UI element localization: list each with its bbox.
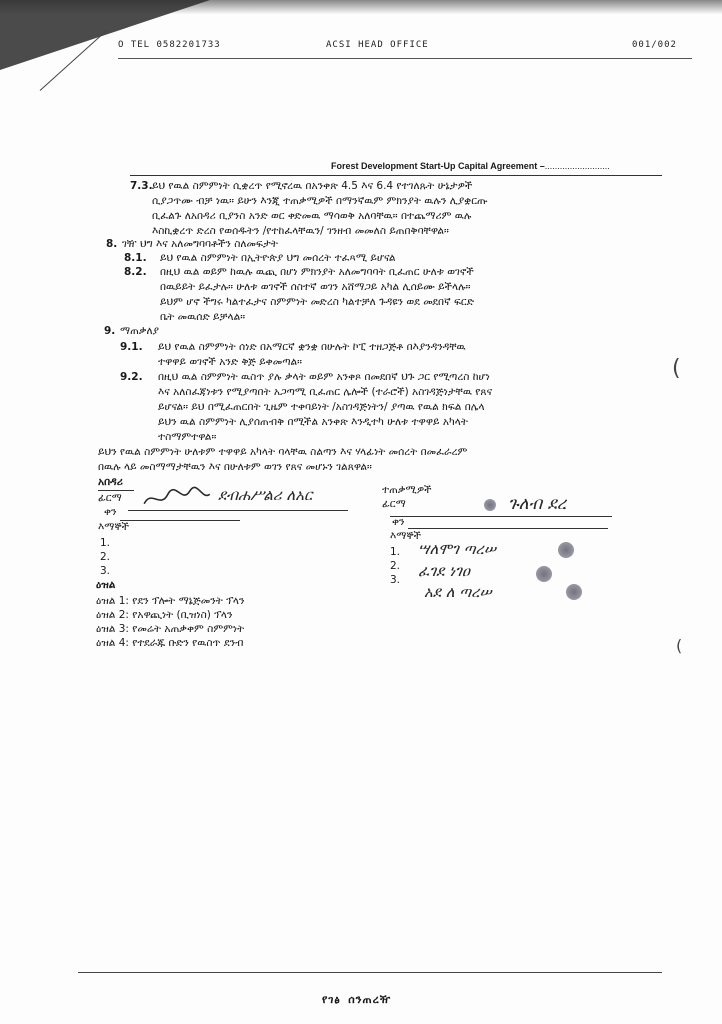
- lender-heading-underline: [98, 490, 134, 491]
- clause-line: ተስማምተዋል።: [158, 431, 217, 443]
- beneficiary-witness-num: 1.: [390, 546, 401, 558]
- annex-heading: ዕዝል: [96, 579, 116, 591]
- thumbprint-icon: [484, 499, 496, 511]
- beneficiary-sign-line: [390, 516, 612, 517]
- witness-handwriting: አደ ለ ጣረሠ: [424, 583, 492, 601]
- annex-item: ዕዝል 3: የመሬት አጠቃቀም ስምምነት: [96, 623, 245, 635]
- lender-witness-num: 1.: [100, 537, 111, 549]
- signature-scribble-icon: [141, 484, 212, 510]
- clause-line: ይህም ሆኖ ችግሩ ካልተፈታና ስምምነት መድረስ ካልተቻለ ጉዳዩን ወደ መደበኛ ፍርድ: [160, 296, 474, 308]
- lender-name-handwriting: ደብሐሥልሪ ለአር: [218, 486, 313, 504]
- lender-witness-num: 2.: [100, 551, 111, 563]
- clause-num: 8.2.: [124, 266, 147, 278]
- clause-line: ተዋዋይ ወገኖች አንድ ቅጅ ይቀመጣል።: [158, 356, 303, 368]
- closing-line: በዉሉ ላይ መስማማታቸዉን እና በሁለቱም ወገን የጸና መሆኑን ገልጸዋል።: [98, 461, 372, 473]
- beneficiary-witness-heading: እማኞች: [390, 530, 422, 542]
- title-rule: [130, 175, 662, 176]
- clause-line: በዚህ ዉል ወይም ከዉሉ ዉጪ በሆነ ምክንያት አለመግባባት ቢፈጠር ሁለቱ ወገኖች: [160, 266, 474, 278]
- clause-line: ቢፈልጉ ለአበዳሪ ቢያንስ አንድ ወር ቀድመዉ ማሳወቅ አለባቸዉ። በተጨማሪም ዉሉ: [152, 210, 472, 222]
- lender-witness-num: 3.: [100, 565, 111, 577]
- footer-rule: [78, 972, 662, 973]
- witness-handwriting: ፈገደ ነገዐ: [418, 562, 470, 580]
- lender-witness-heading: እማኞች: [98, 521, 130, 533]
- fax-header-rule: [118, 58, 692, 59]
- lender-sign-line: [128, 510, 348, 511]
- beneficiary-date-label: ቀን: [392, 516, 405, 528]
- clause-line: ቤት መዉሰድ ይቻላል።: [160, 311, 246, 323]
- clause-num: 7.3.: [130, 180, 153, 192]
- clause-line: ይህ የዉል ስምምነት በኢትዮጵያ ህግ መሰረት ተፈጻሚ ይሆናል: [160, 252, 396, 264]
- thumbprint-icon: [558, 542, 574, 558]
- clause-line: ይህ የዉል ስምምነት ሲቋረጥ የሚኖረዉ በአንቀጽ 4.5 እና 6.4 የተገለጹት ሁኔታዎች: [152, 180, 473, 192]
- clause-line: እና አለስፈጃነቱን የሚያጣበት አጋጣሚ ቢፈጠር ሌሎች (ተራሮች) አስገዳጅነታቸዉ የጸና: [158, 386, 493, 398]
- clause-line: በዚህ ዉል ስምምነት ዉስጥ ያሉ ቃላት ወይም አንቀጾ በመደበኛ ህጉ ጋር የሚጣረስ ከሆነ: [158, 371, 490, 383]
- clause-line: በዉይይት ይፈታሉ። ሁለቱ ወገኖች ሰስተኛ ወገን አሸማጋይ አካል ሊሰይሙ ይችላሉ።: [160, 281, 471, 293]
- footer-page-mark: የገፅ ሰንጠረዥ: [322, 993, 392, 1006]
- lender-date-line: [120, 520, 240, 521]
- clause-line: ይሆናል። ይህ በሚፈጠርበት ጊዜም ተቀባይነት /አስገዳጅነትን/ ያጣዉ የዉል ክፍል በሌላ: [158, 401, 485, 413]
- lender-heading: አበዳሪ: [98, 476, 123, 488]
- beneficiary-sign-label: ፊርማ: [382, 498, 406, 510]
- fax-office: ACSI HEAD OFFICE: [326, 40, 429, 50]
- lender-sign-label: ፊርማ: [98, 492, 122, 504]
- annex-item: ዕዝል 1: የደን ፕሎት ማኔጅመንት ፕላን: [96, 595, 245, 607]
- beneficiary-date-line: [408, 528, 608, 529]
- annex-item: ዕዝል 2: የአዋጪነት (ቢዝነስ) ፕላን: [96, 609, 233, 621]
- document-title: Forest Development Start-Up Capital Agreement –..........................: [331, 161, 610, 171]
- clause-num: 9.: [104, 325, 116, 337]
- annex-item: ዕዝል 4: የተደራጁ ቡድን የዉስጥ ደንብ: [96, 637, 244, 649]
- beneficiary-heading: ተጠቃሚዎች: [382, 484, 432, 496]
- margin-bracket-mark: (: [676, 636, 683, 655]
- scan-shadow-corner: [0, 0, 210, 70]
- clause-line: ይህን ዉል ስምምነት ሊያሰጠብቅ በሚችል አንቀጽ እንዲተካ ሁለቱ ተዋዋይ አካላት: [158, 416, 468, 428]
- clause-heading: ገዥ ህግ እና አለመግባባቶችን ስለመፍታት: [122, 238, 278, 250]
- lender-date-label: ቀን: [104, 506, 117, 518]
- clause-line: ይህ የዉል ስምምነት ሰነድ በአማርኛ ቋንቋ በሁሉት ኮፒ ተዘጋጅቶ በእያንዳንዳቸዉ: [158, 341, 466, 353]
- witness-handwriting: ሣለሞገ ጣረሠ: [418, 540, 497, 558]
- clause-line: ሲያጋጥሙ ብቻ ነዉ። ይሁን እንጂ ተጠቃሚዎች በማንኛዉም ምክንያት ዉሉን ሊያቋርጡ: [152, 195, 488, 207]
- clause-num: 9.1.: [120, 341, 143, 353]
- beneficiary-witness-num: 3.: [390, 574, 401, 586]
- fax-tel: O TEL 0582201733: [118, 40, 221, 50]
- clause-heading: ማጠቃለያ: [120, 325, 160, 337]
- thumbprint-icon: [566, 584, 582, 600]
- beneficiary-witness-num: 2.: [390, 560, 401, 572]
- clause-num: 8.: [106, 238, 118, 250]
- clause-num: 9.2.: [120, 371, 143, 383]
- thumbprint-icon: [536, 566, 552, 582]
- clause-line: እስኪቋረጥ ድረስ የወሰዱትን /የተከፈላቸዉን/ ገንዘብ መመለስ ይጠበቅባቸዋል።: [152, 225, 449, 237]
- clause-num: 8.1.: [124, 252, 147, 264]
- beneficiary-signature-handwriting: ጉለብ ደረ: [508, 494, 567, 514]
- closing-line: ይህን የዉል ስምምነት ሁለቱም ተዋዋይ አካላት ባላቸዉ ስልጣን እና ሃላፊነት መሰረት በመፈራረም: [98, 446, 468, 458]
- margin-bracket-mark: (: [672, 356, 681, 381]
- fax-page: 001/002: [632, 40, 677, 50]
